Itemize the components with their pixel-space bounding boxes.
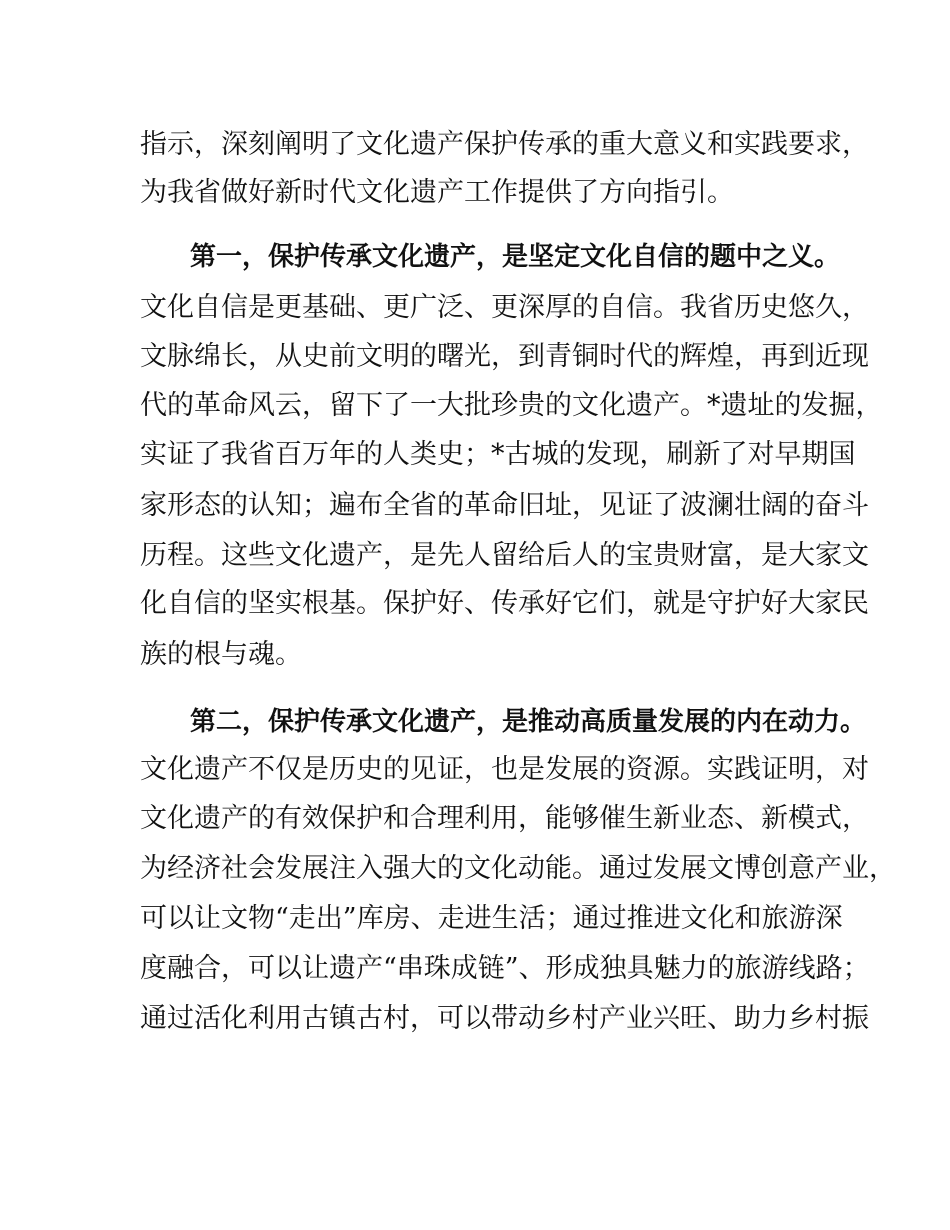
section-heading-1: 第一，保护传承文化遗产，是坚定文化自信的题中之义。 xyxy=(190,242,841,272)
section-heading-2: 第二，保护传承文化遗产，是推动高质量发展的内在动力。 xyxy=(190,707,867,737)
body-text-line: 族的根与魂。 xyxy=(140,639,302,670)
body-text-line: 度融合，可以让遗产“串珠成链”、形成独具魅力的旅游线路； xyxy=(140,953,870,984)
body-text-line: 可以让文物“走出”库房、走进生活；通过推进文化和旅游深 xyxy=(140,903,843,934)
body-text-line: 文化遗产的有效保护和合理利用，能够催生新业态、新模式， xyxy=(140,803,869,834)
body-text-line: 代的革命风云，留下了一大批珍贵的文化遗产。*遗址的发掘， xyxy=(140,390,883,421)
body-text-line: 化自信的坚实根基。保护好、传承好它们，就是守护好大家民 xyxy=(140,588,869,619)
body-text-line: 实证了我省百万年的人类史；*古城的发现，刷新了对早期国 xyxy=(140,439,856,470)
body-text-line: 指示，深刻阐明了文化遗产保护传承的重大意义和实践要求， xyxy=(140,129,869,160)
body-text-line: 文脉绵长，从史前文明的曙光，到青铜时代的辉煌，再到近现 xyxy=(140,341,869,372)
body-text-line: 为经济社会发展注入强大的文化动能。通过发展文博创意产业， xyxy=(140,853,896,884)
body-text-line: 通过活化利用古镇古村，可以带动乡村产业兴旺、助力乡村振 xyxy=(140,1003,869,1034)
body-text-line: 文化自信是更基础、更广泛、更深厚的自信。我省历史悠久， xyxy=(140,292,869,323)
body-text-line: 家形态的认知；遍布全省的革命旧址，见证了波澜壮阔的奋斗 xyxy=(140,490,869,521)
body-text-line: 为我省做好新时代文化遗产工作提供了方向指引。 xyxy=(140,177,734,208)
body-text-line: 文化遗产不仅是历史的见证，也是发展的资源。实践证明，对 xyxy=(140,754,869,785)
body-text-line: 历程。这些文化遗产，是先人留给后人的宝贵财富，是大家文 xyxy=(140,540,869,571)
